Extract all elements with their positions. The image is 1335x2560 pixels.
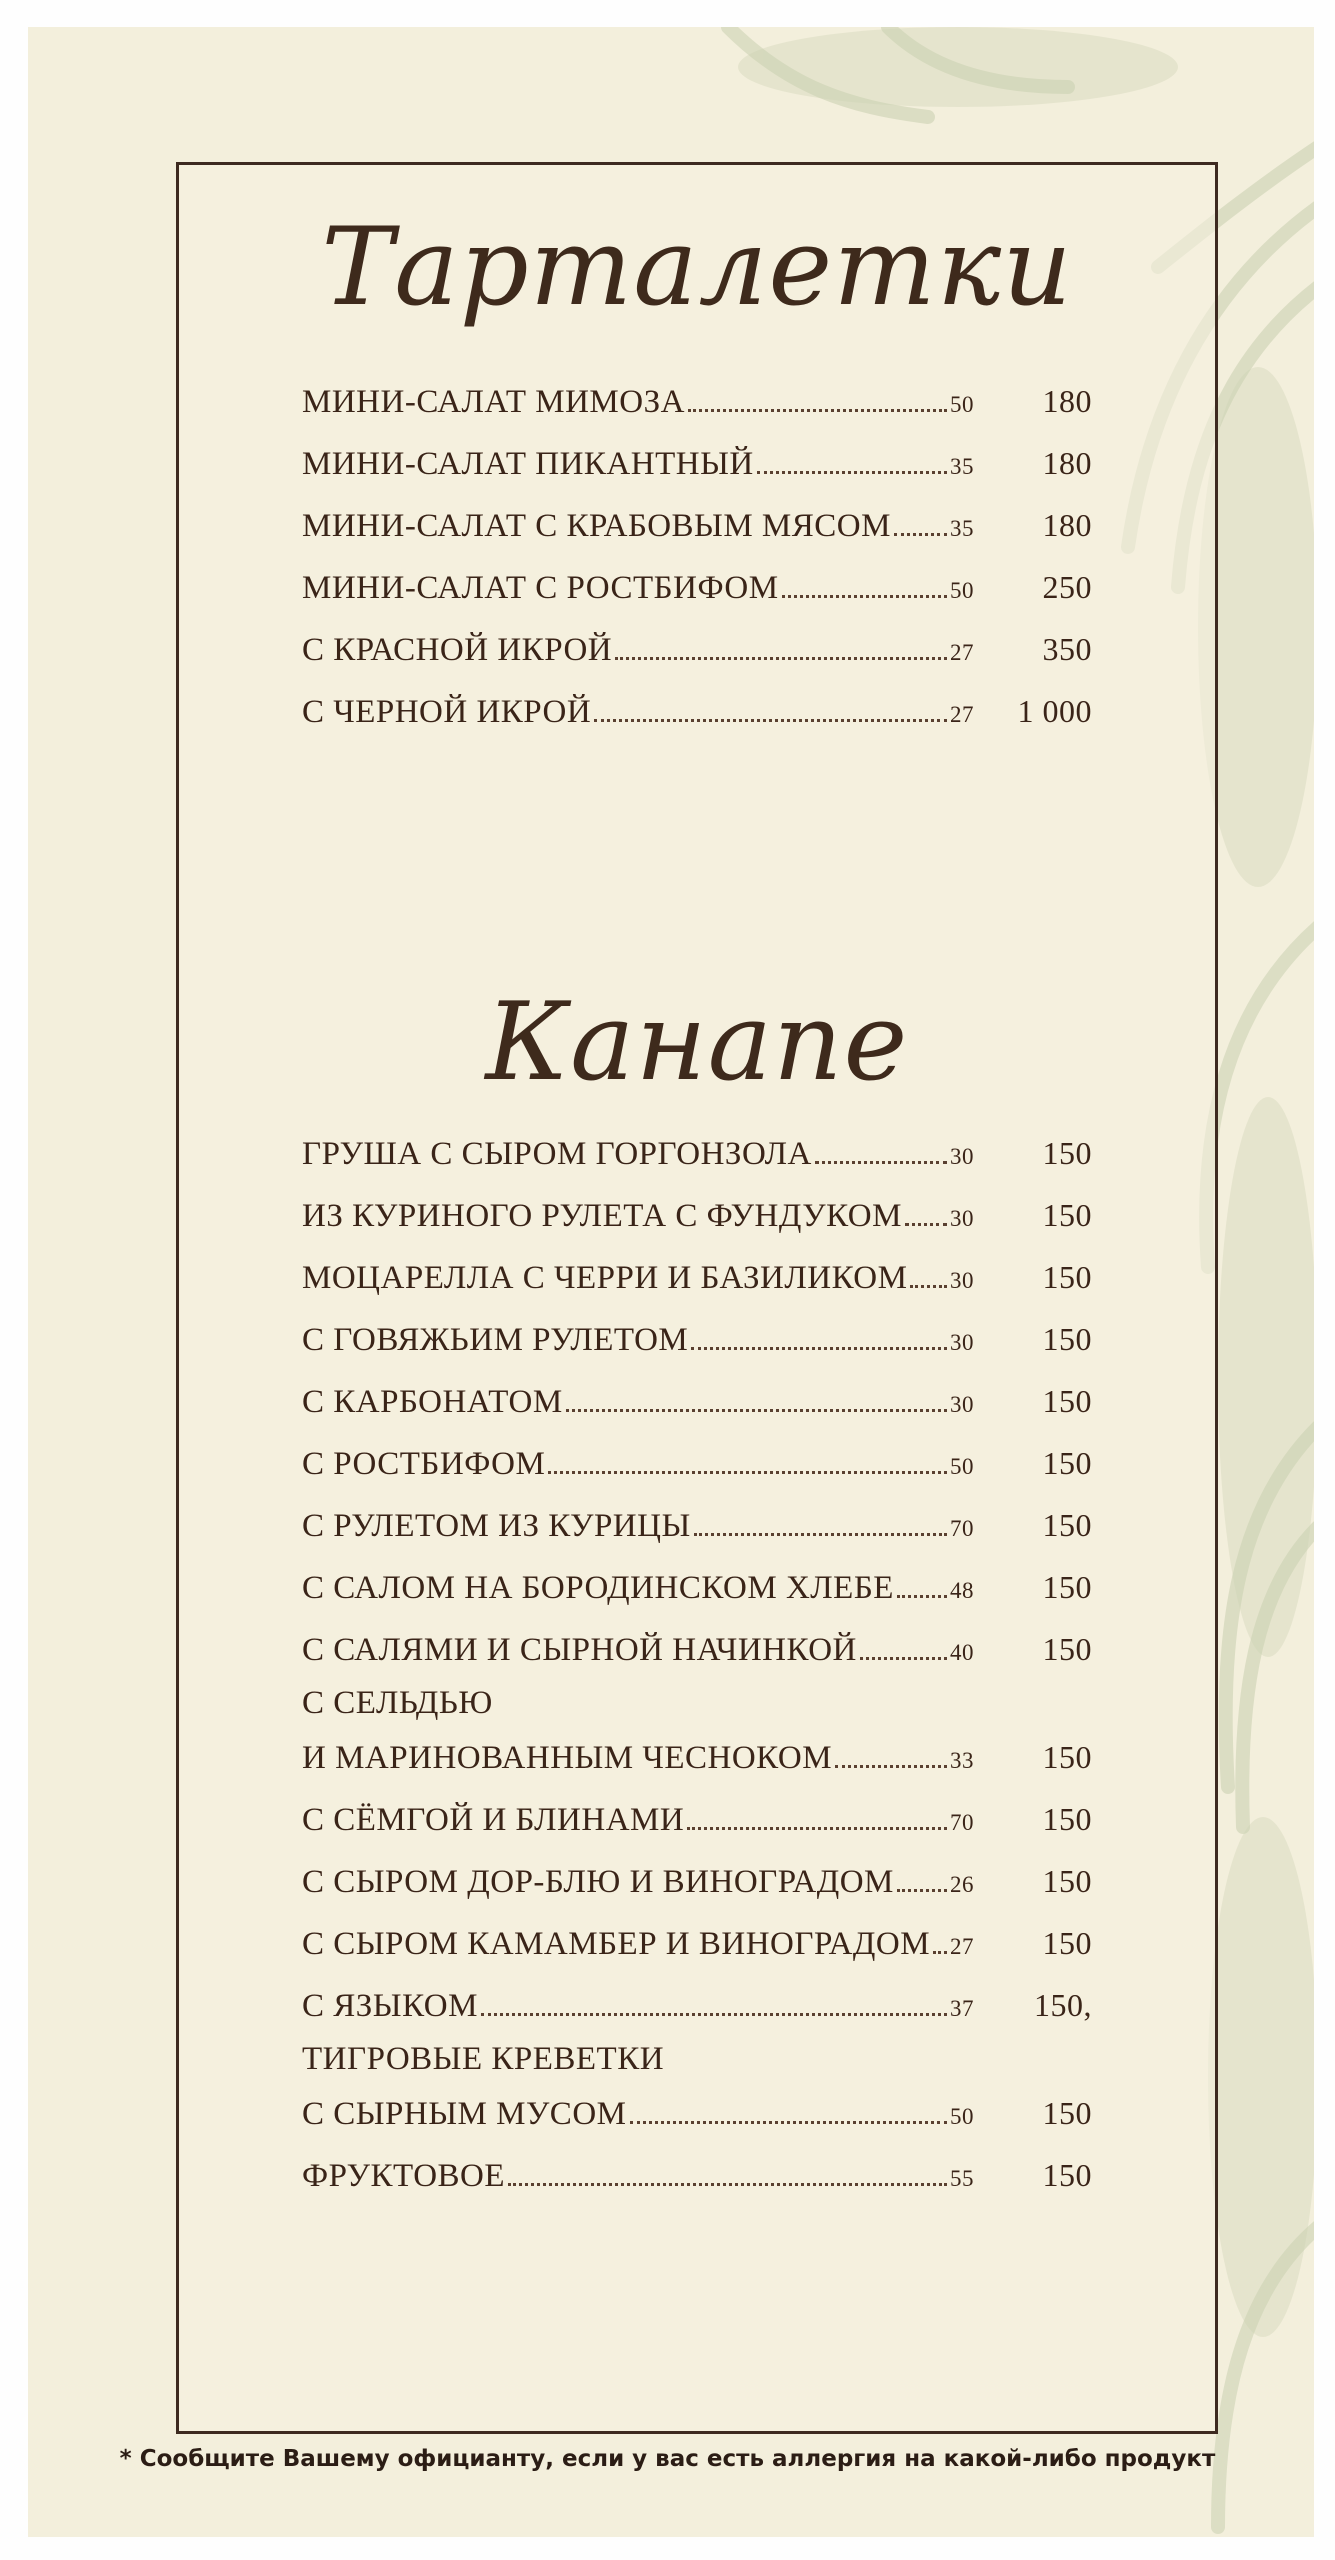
item-price: 180	[1042, 383, 1092, 419]
dot-leader	[905, 1223, 947, 1226]
item-name: С СЫРОМ ДОР-БЛЮ И ВИНОГРАДОМ	[302, 1864, 894, 1900]
item-name: МОЦАРЕЛЛА С ЧЕРРИ И БАЗИЛИКОМ	[302, 1260, 908, 1296]
dot-leader	[897, 1889, 947, 1892]
item-price: 150	[1042, 1569, 1092, 1605]
item-name: ГРУША С СЫРОМ ГОРГОНЗОЛА	[302, 1136, 812, 1172]
item-weight: 55	[950, 2166, 974, 2191]
dot-leader	[694, 1533, 947, 1536]
list-item	[302, 1375, 1092, 1437]
item-price: 1 000	[1017, 693, 1092, 729]
dot-leader	[566, 1409, 947, 1412]
dot-leader	[782, 595, 947, 598]
item-name: ФРУКТОВОЕ	[302, 2158, 506, 2194]
dot-leader	[691, 1347, 947, 1350]
list-item	[302, 1793, 1092, 1855]
item-price: 150	[1042, 1383, 1092, 1419]
dot-leader	[897, 1595, 947, 1598]
item-price: 180	[1042, 507, 1092, 543]
item-weight: 30	[950, 1268, 974, 1293]
dot-leader	[860, 1657, 947, 1660]
dot-leader	[630, 2121, 948, 2124]
list-item	[302, 1623, 1092, 1685]
dot-leader	[757, 471, 947, 474]
item-name: И МАРИНОВАННЫМ ЧЕСНОКОМ	[302, 1740, 833, 1776]
item-weight: 35	[950, 454, 974, 479]
item-price: 150	[1042, 1739, 1092, 1775]
item-name: ИЗ КУРИНОГО РУЛЕТА С ФУНДУКОМ	[302, 1198, 902, 1234]
list-item	[302, 1917, 1092, 1979]
item-price: 150	[1042, 2157, 1092, 2193]
list-item	[302, 2041, 1092, 2149]
item-weight: 70	[950, 1516, 974, 1541]
list-item	[302, 1499, 1092, 1561]
item-name: С САЛОМ НА БОРОДИНСКОМ ХЛЕБЕ	[302, 1570, 894, 1606]
item-price: 150	[1042, 1135, 1092, 1171]
allergy-footnote: * Сообщите Вашему официанту, если у вас есть аллергия на какой-либо продукт	[119, 2446, 1216, 2472]
item-name: С КАРБОНАТОМ	[302, 1384, 563, 1420]
item-weight: 50	[950, 2104, 974, 2129]
item-weight: 30	[950, 1392, 974, 1417]
dot-leader	[910, 1285, 947, 1288]
dot-leader	[688, 409, 947, 412]
list-item	[302, 1127, 1092, 1189]
list-item	[302, 1685, 1092, 1793]
dot-leader	[548, 1471, 947, 1474]
list-item	[302, 499, 1092, 561]
item-price: 150	[1042, 1321, 1092, 1357]
list-item	[302, 1979, 1092, 2041]
item-name: С САЛЯМИ И СЫРНОЙ НАЧИНКОЙ	[302, 1632, 857, 1668]
item-price: 150	[1042, 1197, 1092, 1233]
item-name: С ЯЗЫКОМ	[302, 1988, 478, 2024]
item-weight: 50	[950, 578, 974, 603]
list-item	[302, 375, 1092, 437]
item-price: 150,	[1034, 1987, 1092, 2023]
list-item	[302, 1561, 1092, 1623]
item-name: МИНИ-САЛАТ ПИКАНТНЫЙ	[302, 446, 754, 482]
item-name: С ГОВЯЖЬИМ РУЛЕТОМ	[302, 1322, 689, 1358]
dot-leader	[615, 657, 947, 660]
item-price: 150	[1042, 1925, 1092, 1961]
item-name-line1: ТИГРОВЫЕ КРЕВЕТКИ	[302, 2041, 665, 2077]
item-weight: 70	[950, 1810, 974, 1835]
dot-leader	[508, 2183, 947, 2186]
item-name: МИНИ-САЛАТ С РОСТБИФОМ	[302, 570, 779, 606]
item-price: 150	[1042, 1863, 1092, 1899]
item-name: С ЧЕРНОЙ ИКРОЙ	[302, 694, 592, 730]
item-name: С РОСТБИФОМ	[302, 1446, 546, 1482]
item-price: 150	[1042, 1631, 1092, 1667]
item-name: С СЫРОМ КАМАМБЕР И ВИНОГРАДОМ	[302, 1926, 931, 1962]
item-name-line1: С СЕЛЬДЬЮ	[302, 1685, 493, 1721]
tartlets-list	[302, 375, 1092, 747]
list-item	[302, 1189, 1092, 1251]
dot-leader	[835, 1765, 947, 1768]
item-price: 180	[1042, 445, 1092, 481]
dot-leader	[933, 1951, 947, 1954]
item-name: С РУЛЕТОМ ИЗ КУРИЦЫ	[302, 1508, 691, 1544]
menu-page	[28, 27, 1314, 2537]
item-weight: 50	[950, 1454, 974, 1479]
item-weight: 27	[950, 702, 974, 727]
item-weight: 26	[950, 1872, 974, 1897]
list-item	[302, 2149, 1092, 2211]
item-weight: 27	[950, 1934, 974, 1959]
item-weight: 33	[950, 1748, 974, 1773]
item-price: 150	[1042, 1801, 1092, 1837]
list-item	[302, 685, 1092, 747]
item-weight: 30	[950, 1330, 974, 1355]
dot-leader	[894, 533, 947, 536]
item-price: 250	[1042, 569, 1092, 605]
dot-leader	[687, 1827, 947, 1830]
item-name: С СЫРНЫМ МУСОМ	[302, 2096, 627, 2132]
dot-leader	[481, 2013, 947, 2016]
list-item	[302, 1313, 1092, 1375]
item-price: 150	[1042, 1507, 1092, 1543]
list-item	[302, 623, 1092, 685]
menu-frame	[176, 162, 1218, 2434]
dot-leader	[815, 1161, 947, 1164]
item-weight: 48	[950, 1578, 974, 1603]
item-name: С СЁМГОЙ И БЛИНАМИ	[302, 1802, 685, 1838]
item-price: 150	[1042, 1445, 1092, 1481]
item-weight: 27	[950, 640, 974, 665]
item-weight: 37	[950, 1996, 974, 2021]
list-item	[302, 1251, 1092, 1313]
item-name: С КРАСНОЙ ИКРОЙ	[302, 632, 613, 668]
item-weight: 40	[950, 1640, 974, 1665]
section-title-tartlets: Тарталетки	[321, 205, 1073, 330]
item-name: МИНИ-САЛАТ С КРАБОВЫМ МЯСОМ	[302, 508, 891, 544]
item-weight: 30	[950, 1144, 974, 1169]
item-weight: 30	[950, 1206, 974, 1231]
canape-list	[302, 1127, 1092, 2211]
item-price: 150	[1042, 1259, 1092, 1295]
item-name: МИНИ-САЛАТ МИМОЗА	[302, 384, 685, 420]
item-weight: 35	[950, 516, 974, 541]
list-item	[302, 1437, 1092, 1499]
dot-leader	[594, 719, 947, 722]
item-price: 150	[1042, 2095, 1092, 2131]
list-item	[302, 561, 1092, 623]
list-item	[302, 1855, 1092, 1917]
section-title-canape: Канапе	[485, 980, 909, 1105]
list-item	[302, 437, 1092, 499]
item-price: 350	[1042, 631, 1092, 667]
item-weight: 50	[950, 392, 974, 417]
